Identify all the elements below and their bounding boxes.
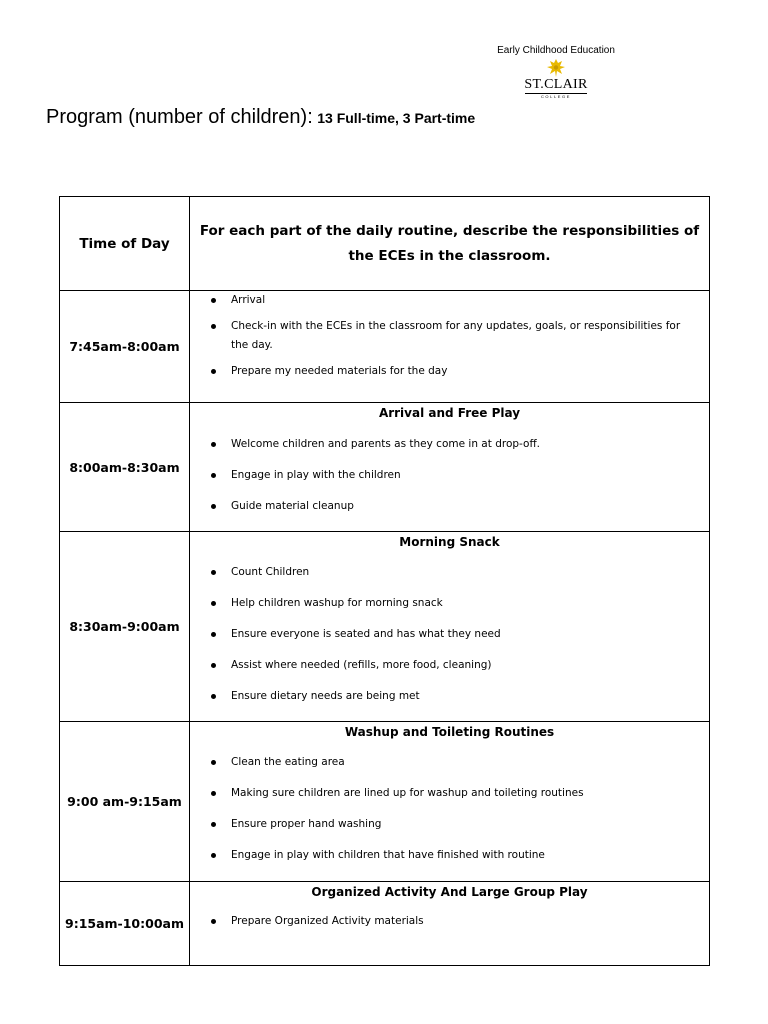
college-subtitle: COLLEGE <box>540 94 572 99</box>
row-responsibilities <box>190 532 710 722</box>
list-item: Welcome children and parents as they come in at drop-off. <box>204 435 699 454</box>
program-value: 13 Full-time, 3 Part-time <box>317 110 476 126</box>
list-item: Prepare Organized Activity materials <box>204 912 699 931</box>
list-item: Assist where needed (refills, more food, cleaning) <box>204 656 699 675</box>
row-time: 8:30am-9:00am <box>60 532 190 722</box>
list-item: Check-in with the ECEs in the classroom for any updates, goals, or responsibilities for the day. <box>204 317 699 355</box>
list-item: Prepare my needed materials for the day <box>204 362 699 381</box>
list-item: Engage in play with children that have finished with routine <box>204 846 699 865</box>
section-title: Organized Activity And Large Group Play <box>311 885 588 899</box>
responsibility-list <box>190 899 709 931</box>
row-responsibilities <box>190 403 710 532</box>
program-label: Program (number of children): <box>46 106 313 128</box>
responsibility-list <box>190 291 709 381</box>
row-responsibilities <box>190 882 710 966</box>
table-header-row <box>60 197 710 291</box>
row-time: 7:45am-8:00am <box>60 291 190 403</box>
table-row <box>60 722 710 882</box>
table-row <box>60 403 710 532</box>
college-name: ST.CLAIR <box>524 77 588 92</box>
responsibility-list <box>190 420 709 516</box>
list-item: Ensure dietary needs are being met <box>204 687 699 706</box>
crest-icon <box>545 58 567 78</box>
responsibility-list <box>190 739 709 865</box>
row-time: 9:15am-10:00am <box>60 882 190 966</box>
row-time: 9:00 am-9:15am <box>60 722 190 882</box>
table-row <box>60 291 710 403</box>
list-item: Arrival <box>204 291 699 310</box>
list-item: Engage in play with the children <box>204 466 699 485</box>
list-item: Ensure everyone is seated and has what they need <box>204 625 699 644</box>
row-responsibilities <box>190 291 710 403</box>
responsibility-list <box>190 549 709 706</box>
department-name: Early Childhood Education <box>497 45 615 56</box>
program-line <box>46 106 475 129</box>
college-logo <box>494 44 618 100</box>
table-row <box>60 882 710 966</box>
list-item: Help children washup for morning snack <box>204 594 699 613</box>
header-time-of-day: Time of Day <box>60 197 190 291</box>
list-item: Clean the eating area <box>204 753 699 772</box>
row-responsibilities <box>190 722 710 882</box>
row-time: 8:00am-8:30am <box>60 403 190 532</box>
section-title: Arrival and Free Play <box>378 406 521 420</box>
list-item: Count Children <box>204 563 699 582</box>
section-title: Morning Snack <box>399 535 500 549</box>
header-responsibilities: For each part of the daily routine, describe the responsibilities of the ECEs in the classroom. <box>190 197 710 291</box>
list-item: Guide material cleanup <box>204 497 699 516</box>
list-item: Ensure proper hand washing <box>204 815 699 834</box>
table-row <box>60 532 710 722</box>
list-item: Making sure children are lined up for washup and toileting routines <box>204 784 699 803</box>
section-title: Washup and Toileting Routines <box>344 725 555 739</box>
daily-routine-table <box>59 196 710 966</box>
